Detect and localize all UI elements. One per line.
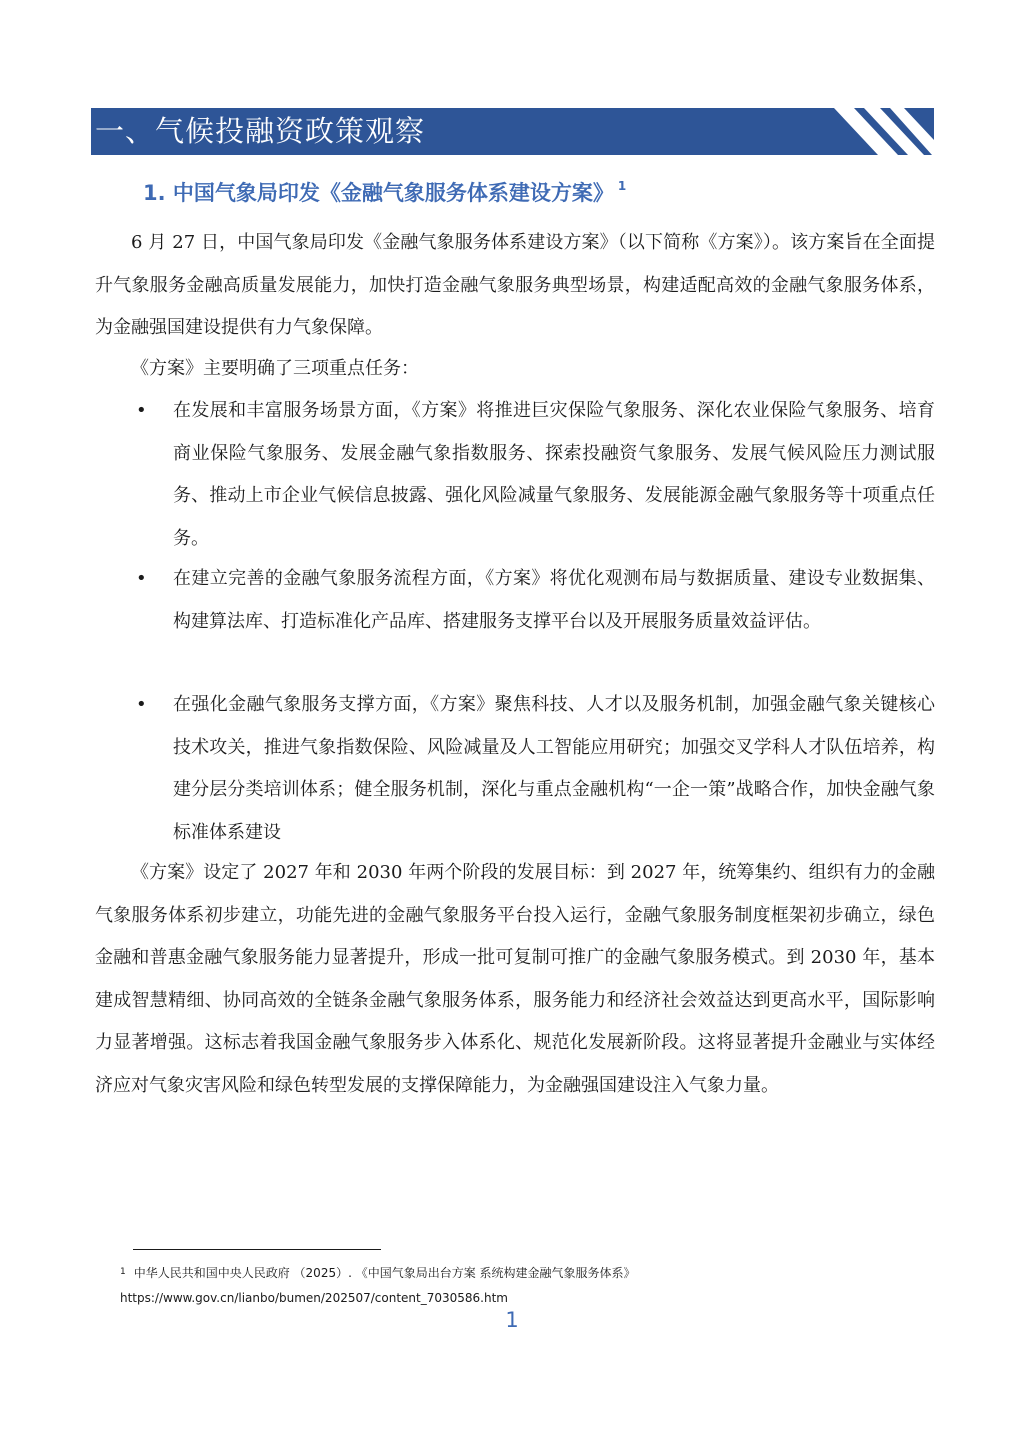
subsection-heading — [143, 175, 626, 211]
footnote-reference[interactable]: 1 — [617, 179, 627, 193]
footnote-url[interactable]: https://www.gov.cn/lianbo/bumen/202507/content_7030586.htm — [120, 1291, 508, 1305]
tasks-intro-paragraph: 《方案》主要明确了三项重点任务： — [131, 358, 419, 379]
footnote-citation-text: 中华人民共和国中央人民政府 （2025）. 《中国气象局出台方案 系统构建金融气象服务体系》 — [133, 1266, 636, 1280]
list-item — [95, 390, 935, 560]
list-item-text: 在发展和丰富服务场景方面，《方案》将推进巨灾保险气象服务、深化农业保险气象服务、培育商业保险气象服务、发展金融气象指数服务、探索投融资气象服务、发展气候风险压力测试服务、推动上市企业气候信息披露、强化风险减量气象服务、发展能源金融气象服务等十项重点任务。 — [173, 400, 935, 549]
footnote — [120, 1262, 920, 1310]
section-title: 一、气候投融资政策观察 — [95, 114, 426, 148]
footnote-citation — [120, 1262, 920, 1287]
subsection-title: 1. 中国气象局印发《金融气象服务体系建设方案》 — [143, 181, 614, 205]
list-item-text: 在建立完善的金融气象服务流程方面，《方案》将优化观测布局与数据质量、建设专业数据集、构建算法库、打造标准化产品库、搭建服务支撑平台以及开展服务质量效益评估。 — [173, 568, 935, 632]
bullet-icon: • — [136, 400, 147, 421]
footnote-number: 1 — [120, 1267, 126, 1277]
bullet-icon: • — [136, 568, 147, 589]
list-item — [95, 558, 935, 643]
list-item-text: 在强化金融气象服务支撑方面，《方案》聚焦科技、人才以及服务机制，加强金融气象关键核心技术攻关，推进气象指数保险、风险减量及人工智能应用研究；加强交叉学科人才队伍培养，构建分层分类培训体系；健全服务机制，深化与重点金融机构“一企一策”战略合作，加快金融气象标准体系建设 — [173, 694, 935, 843]
page-number: 1 — [505, 1308, 519, 1332]
intro-paragraph: 6 月 27 日，中国气象局印发《金融气象服务体系建设方案》（以下简称《方案》）。该方案旨在全面提升气象服务金融高质量发展能力，加快打造金融气象服务典型场景，构建适配高效的金融气象服务体系，为金融强国建设提供有力气象保障。 — [95, 232, 935, 338]
footnote-divider — [133, 1249, 381, 1250]
goals-paragraph: 《方案》设定了 2027 年和 2030 年两个阶段的发展目标：到 2027 年，统筹集约、组织有力的金融气象服务体系初步建立，功能先进的金融气象服务平台投入运行，金融气象服务制度框架初步确立，绿色金融和普惠金融气象服务能力显著提升，形成一批可复制可推广的金融气象服务模式。到 2030 年，基本建成智慧精细、协同高效的全链条金融气象服务体系，服务能力和经济社会效益达到更高水平，国际影响力显著增强。这标志着我国金融气象服务步入体系化、规范化发展新阶段。这将显著提升金融业与实体经济应对气象灾害风险和绿色转型发展的支撑保障能力，为金融强国建设注入气象力量。 — [95, 862, 935, 1096]
diagonal-stripes-decoration — [834, 108, 934, 155]
bullet-icon: • — [136, 694, 147, 715]
section-title-bar — [91, 108, 934, 155]
list-item — [95, 684, 935, 854]
